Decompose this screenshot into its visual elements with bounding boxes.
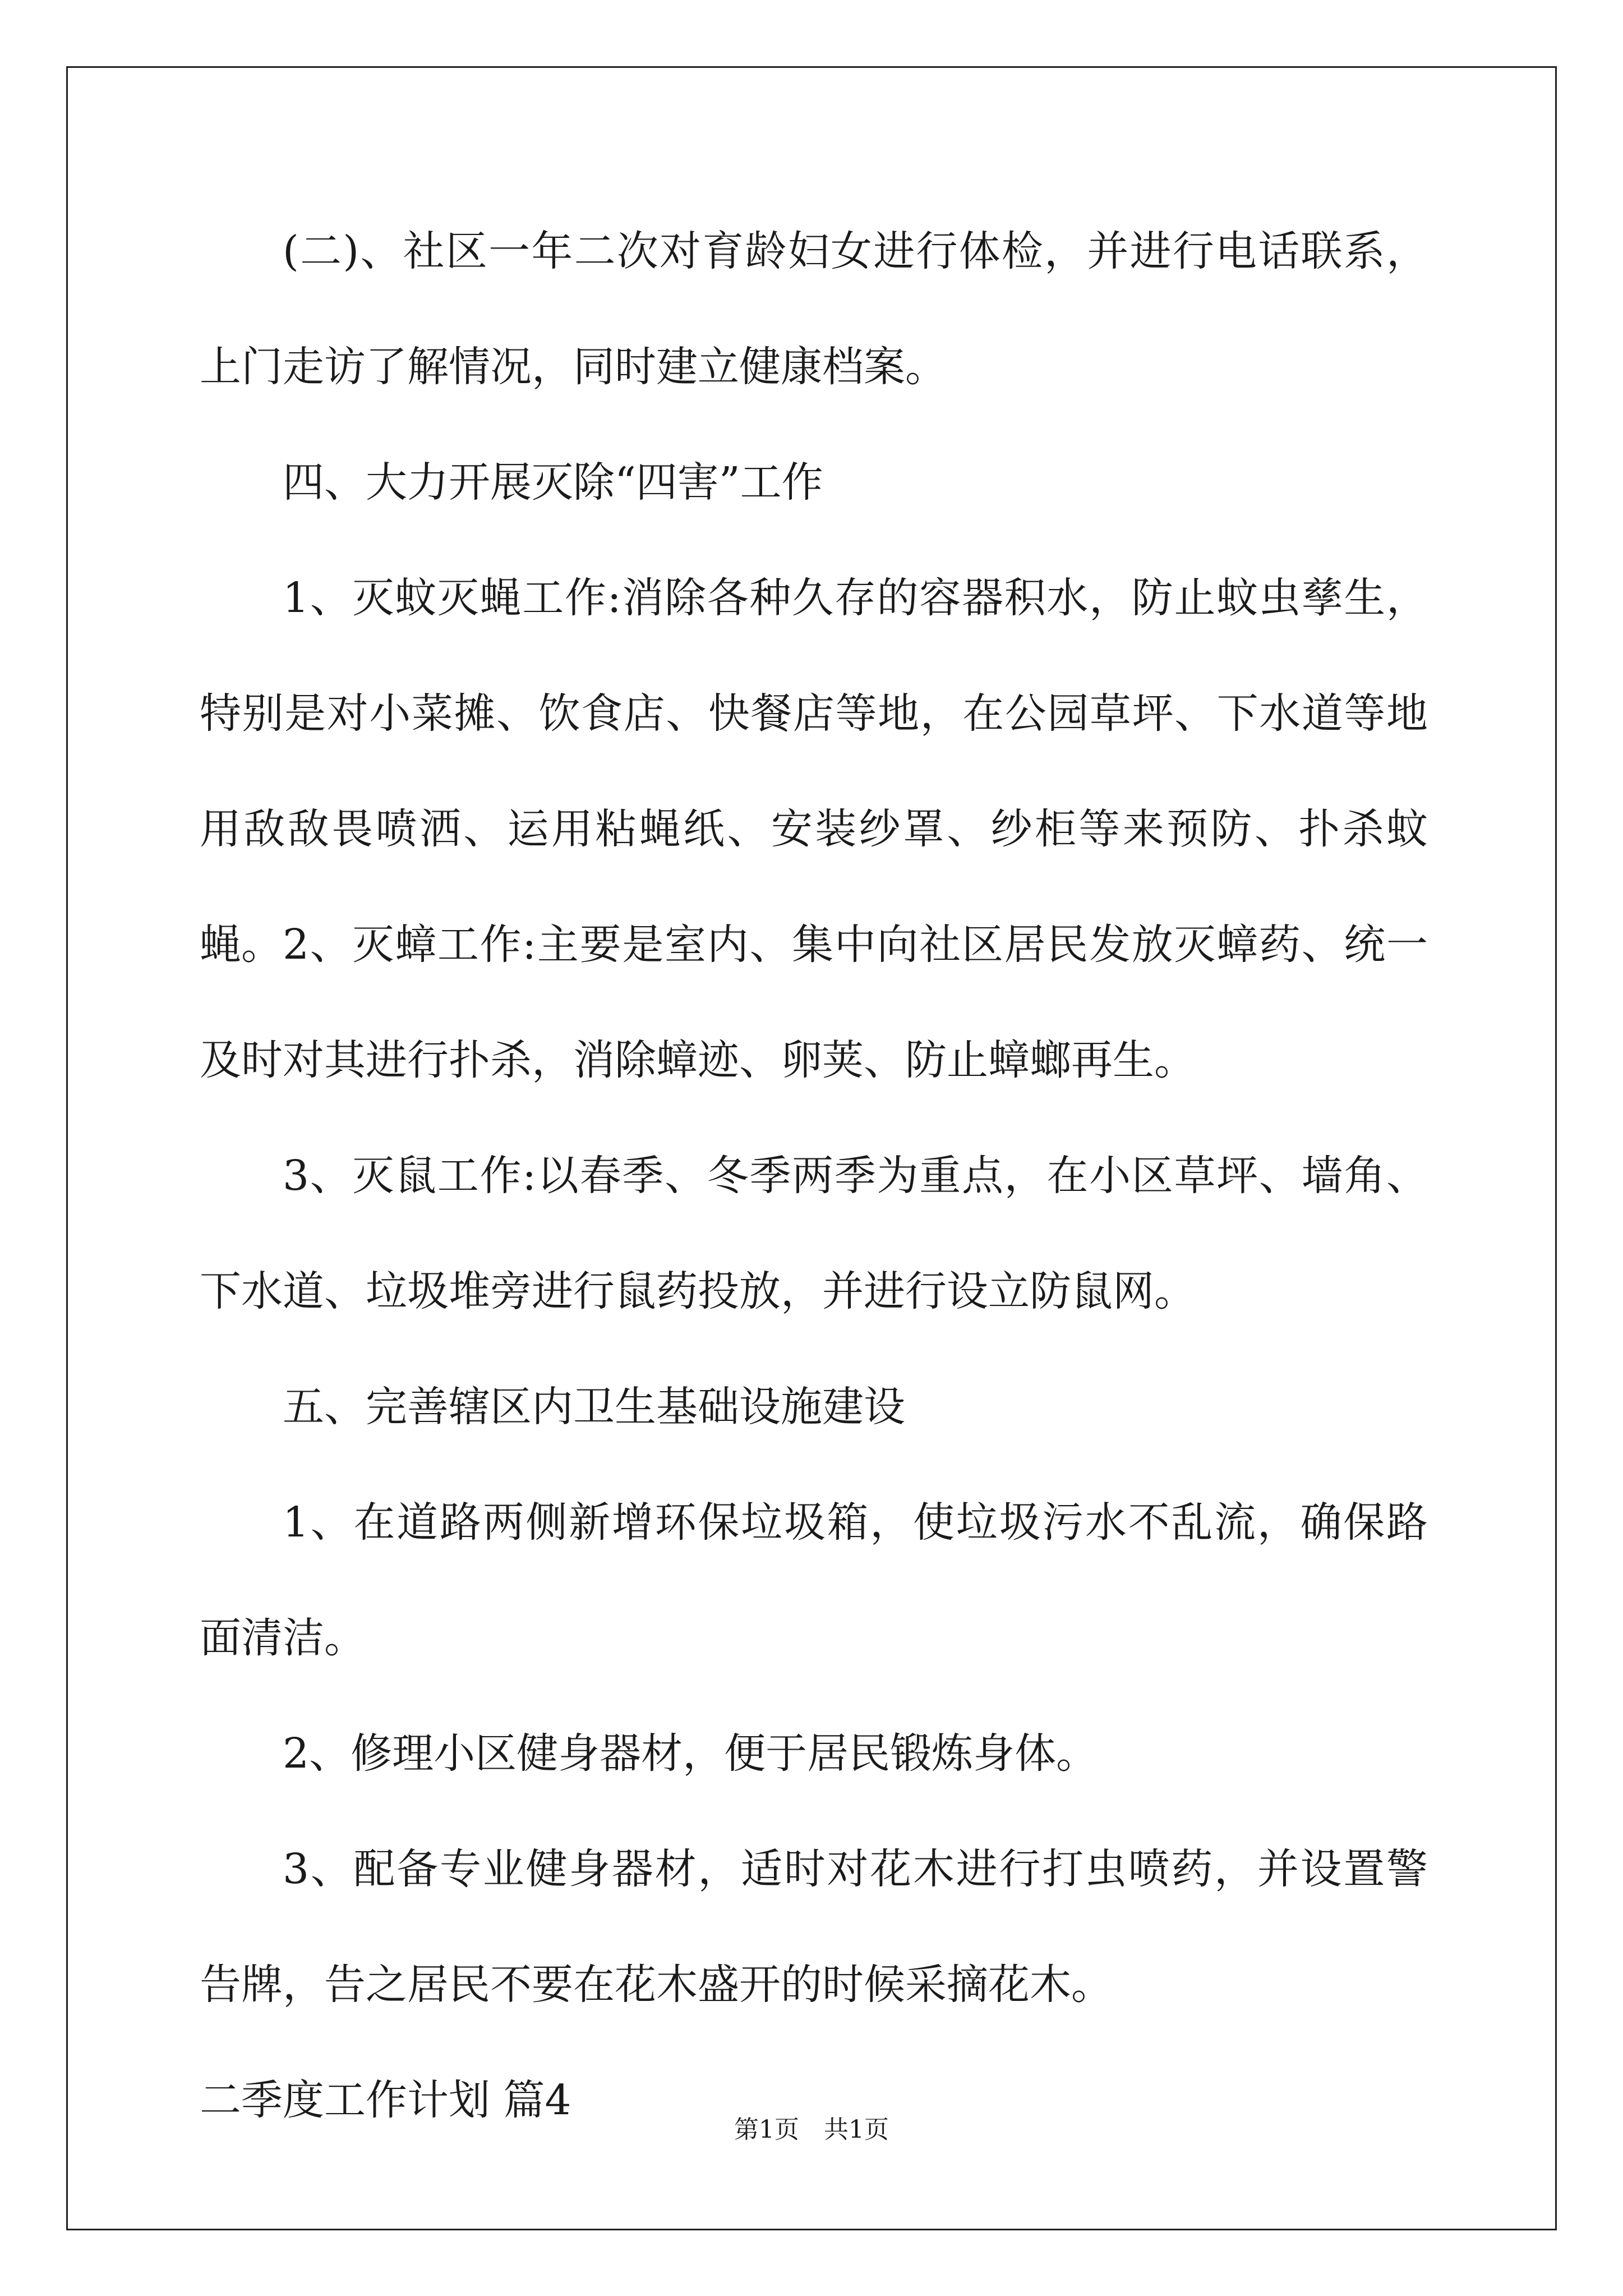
paragraph-trash-bins: 1、在道路两侧新增环保垃圾箱，使垃圾污水不乱流，确保路面清洁。 bbox=[200, 1498, 1428, 1662]
paragraph-fitness-repair: 2、修理小区健身器材，便于居民锻炼身体。 bbox=[283, 1729, 1098, 1778]
heading-infrastructure: 五、完善辖区内卫生基础设施建设 bbox=[283, 1383, 905, 1431]
paragraph-fitness-equipment: 3、配备专业健身器材，适时对花木进行打虫喷药，并设置警告牌，告之居民不要在花木盛开的时候采摘花木。 bbox=[200, 1845, 1428, 2009]
paragraph-cockroach: 2、灭蟑工作:主要是室内、集中向社区居民发放灭蟑药、统一及时对其进行扑杀，消除蟑迹、卵荚、防止蟑螂再生。 bbox=[200, 921, 1428, 1084]
heading-pest-control: 四、大力开展灭除“四害”工作 bbox=[283, 458, 823, 507]
section-title: 二季度工作计划 篇4 bbox=[200, 2076, 571, 2124]
paragraph-rodent: 3、灭鼠工作:以春季、冬季两季为重点，在小区草坪、墙角、下水道、垃圾堆旁进行鼠药投放，并进行设立防鼠网。 bbox=[200, 1152, 1428, 1315]
paragraph-physical-exam: (二)、社区一年二次对育龄妇女进行体检，并进行电话联系，上门走访了解情况，同时建立健康档案。 bbox=[200, 227, 1428, 391]
page-footer: 第1页 共1页 bbox=[734, 2115, 889, 2144]
paragraph-mosquito-fly: 1、灭蚊灭蝇工作:消除各种久存的容器积水，防止蚊虫孳生，特别是对小菜摊、饮食店、快餐店等地，在公园草坪、下水道等地用敌敌畏喷洒、运用粘蝇纸、安装纱罩、纱柜等来预防、扑杀蚊蝇。 bbox=[200, 574, 1428, 969]
